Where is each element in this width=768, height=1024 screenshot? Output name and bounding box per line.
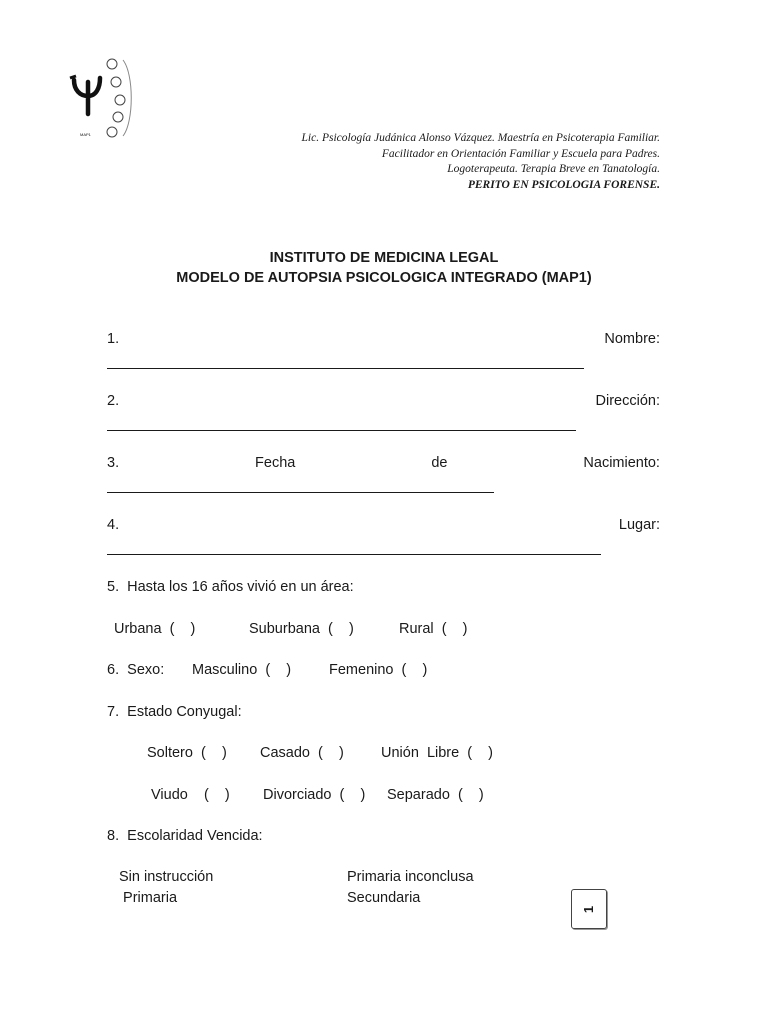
title-line-1: INSTITUTO DE MEDICINA LEGAL — [269, 250, 499, 266]
direccion-answer-line[interactable] — [107, 430, 576, 431]
field-lugar-label — [107, 517, 660, 533]
lugar-answer-line[interactable] — [107, 554, 601, 555]
fecha-nacimiento-answer-line[interactable] — [107, 492, 494, 493]
field-label-word: Fecha — [255, 455, 296, 471]
title-line-2: MODELO DE AUTOPSIA PSICOLOGICA INTEGRADO (MAP1) — [176, 270, 592, 286]
page-number-badge — [571, 889, 607, 929]
field-direccion-label — [107, 393, 660, 409]
question-8-label: 8. Escolaridad Vencida: — [107, 828, 263, 844]
option-rural[interactable]: Rural ( ) — [399, 621, 468, 637]
field-fecha-nacimiento-label — [107, 455, 660, 471]
institute-logo — [68, 52, 138, 144]
field-label: Nombre: — [604, 331, 660, 347]
option-urbana[interactable]: Urbana ( ) — [114, 621, 196, 637]
question-7-label: 7. Estado Conyugal: — [107, 704, 242, 720]
field-label-word: Nacimiento: — [583, 455, 660, 471]
logo-caption: MAP1 — [80, 132, 91, 137]
field-label: Dirección: — [595, 393, 660, 409]
credentials-block — [180, 131, 660, 193]
question-6-label: 6. Sexo: — [107, 662, 165, 678]
field-number: 2. — [107, 393, 120, 409]
credential-line: Lic. Psicología Judánica Alonso Vázquez. Maestría en Psicoterapia Familiar. — [301, 132, 660, 144]
option-soltero[interactable]: Soltero ( ) — [147, 745, 227, 761]
nombre-answer-line[interactable] — [107, 368, 584, 369]
field-nombre-label — [107, 331, 660, 347]
option-casado[interactable]: Casado ( ) — [260, 745, 344, 761]
option-primaria[interactable]: Primaria — [119, 890, 178, 906]
option-masculino[interactable]: Masculino ( ) — [192, 662, 292, 678]
option-suburbana[interactable]: Suburbana ( ) — [249, 621, 354, 637]
credential-line: Logoterapeuta. Terapia Breve en Tanatología. — [447, 163, 660, 175]
option-union-libre[interactable]: Unión Libre ( ) — [381, 745, 494, 761]
option-secundaria[interactable]: Secundaria — [347, 890, 421, 906]
option-viudo[interactable]: Viudo ( ) — [151, 787, 230, 803]
option-primaria-inconclusa[interactable]: Primaria inconclusa — [347, 869, 474, 885]
credential-line: Facilitador en Orientación Familiar y Escuela para Padres. — [381, 147, 660, 160]
field-label-word: de — [431, 455, 448, 471]
field-number: 4. — [107, 517, 120, 533]
option-separado[interactable]: Separado ( ) — [387, 787, 484, 803]
field-label: Lugar: — [618, 517, 660, 533]
field-number: 3. — [107, 455, 120, 471]
field-number: 1. — [107, 331, 120, 347]
question-5-label: 5. Hasta los 16 años vivió en un área: — [107, 579, 354, 595]
page-number: 1 — [581, 905, 597, 913]
option-divorciado[interactable]: Divorciado ( ) — [263, 787, 366, 803]
document-title — [0, 248, 768, 288]
credential-strong-line: PERITO EN PSICOLOGIA FORENSE. — [467, 178, 660, 191]
option-sin-instruccion[interactable]: Sin instrucción — [119, 869, 214, 885]
option-femenino[interactable]: Femenino ( ) — [329, 662, 428, 678]
